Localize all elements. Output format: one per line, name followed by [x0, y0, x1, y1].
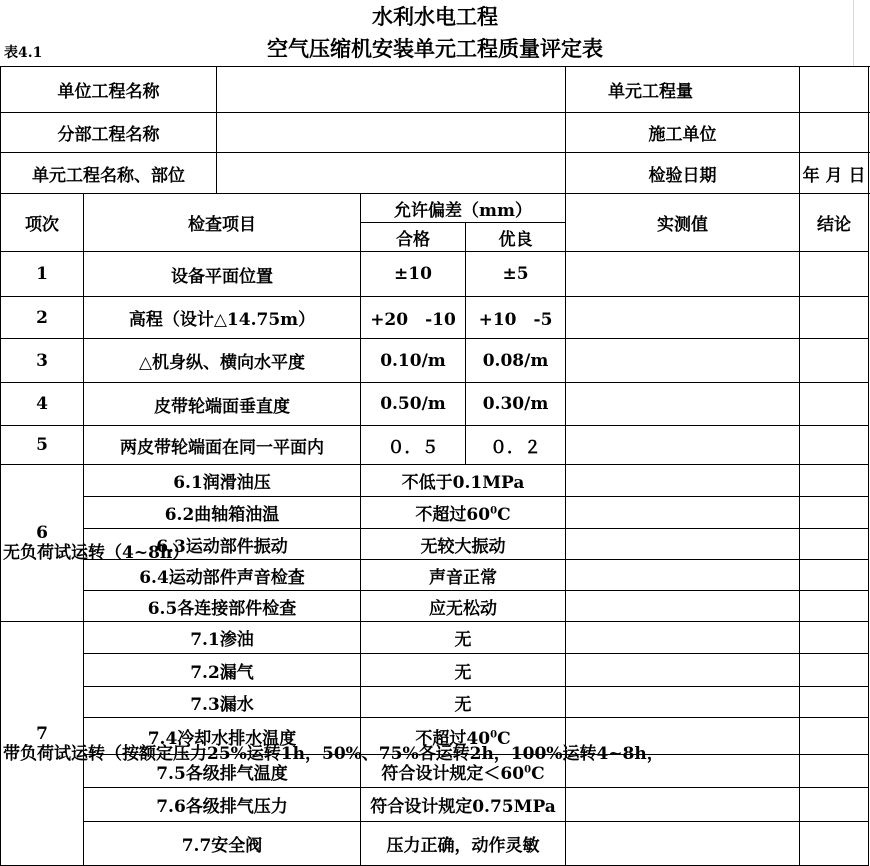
row-item: 设备平面位置: [84, 252, 361, 297]
row-item: 7.2漏气: [84, 654, 361, 687]
row-conclusion[interactable]: [800, 718, 869, 755]
col-check-item: 检查项目: [84, 194, 361, 252]
row-item: 7.6各级排气压力: [84, 788, 361, 822]
row-requirement: 无: [361, 687, 566, 718]
table-row: [1, 252, 869, 297]
row-item: △机身纵、横向水平度: [84, 339, 361, 383]
row-conclusion[interactable]: [800, 426, 869, 465]
row-requirement: 不超过$60^0C$: [361, 497, 566, 529]
row-requirement: 压力正确，动作灵敏: [361, 822, 566, 866]
row-item: 6.3运动部件振动: [84, 529, 361, 560]
table-row: [1, 339, 869, 383]
table-row: [1, 591, 869, 622]
row-item: 6.1润滑油压: [84, 465, 361, 497]
col-excellent: 优良: [466, 223, 566, 252]
row-item: 7.1渗油: [84, 622, 361, 654]
spreadsheet-gridline: [853, 0, 854, 66]
row-conclusion[interactable]: [800, 687, 869, 718]
sub-project-name-value[interactable]: [217, 113, 566, 153]
row-measured[interactable]: [566, 687, 800, 718]
row-conclusion[interactable]: [800, 654, 869, 687]
row-excellent: 0.30/m: [466, 383, 566, 426]
unit-project-name-label: 单位工程名称: [1, 67, 217, 113]
row-requirement: 不低于0.1MPa: [361, 465, 566, 497]
table-row: [1, 560, 869, 591]
row-measured[interactable]: [566, 465, 800, 497]
row-no: 4: [1, 383, 84, 426]
row-conclusion[interactable]: [800, 252, 869, 297]
table-row: [1, 687, 869, 718]
form-title: 空气压缩机安装单元工程质量评定表: [267, 36, 603, 61]
row-item: 7.5各级排气温度: [84, 755, 361, 788]
row-item: 7.7安全阀: [84, 822, 361, 866]
row-requirement: 无: [361, 654, 566, 687]
table-row: [1, 465, 869, 497]
row-item: 高程（设计△14.75m）: [84, 297, 361, 339]
table-row: [1, 654, 869, 687]
row-item: 7.4冷却水排水温度: [84, 718, 361, 755]
row-excellent: +10 -5: [466, 297, 566, 339]
document-title: 水利水电工程: [372, 4, 498, 29]
row-conclusion[interactable]: [800, 788, 869, 822]
row-conclusion[interactable]: [800, 591, 869, 622]
row-requirement: 符合设计规定$<60^0C$: [361, 755, 566, 788]
row-excellent: 0.08/m: [466, 339, 566, 383]
row-item: 6.2曲轴箱油温: [84, 497, 361, 529]
row-measured[interactable]: [566, 426, 800, 465]
col-allowable-deviation: 允许偏差（mm）: [361, 194, 566, 223]
table-row: [1, 383, 869, 426]
row-measured[interactable]: [566, 252, 800, 297]
row-qualified: 0.10/m: [361, 339, 466, 383]
unit-element-value[interactable]: [217, 153, 566, 194]
table-row: [1, 497, 869, 529]
row-requirement: 无: [361, 622, 566, 654]
row-conclusion[interactable]: [800, 822, 869, 866]
inspection-date-label: 检验日期: [566, 153, 800, 194]
row-qualified: +20 -10: [361, 297, 466, 339]
qty-label-prefix: 单: [608, 82, 626, 102]
row-requirement: 应无松动: [361, 591, 566, 622]
row-conclusion[interactable]: [800, 383, 869, 426]
unit-engineering-qty-value[interactable]: [800, 67, 869, 113]
row-qualified: 0.50/m: [361, 383, 466, 426]
col-measured-value: 实测值: [566, 194, 800, 252]
construction-unit-value[interactable]: [800, 113, 869, 153]
row-measured[interactable]: [566, 622, 800, 654]
col-qualified: 合格: [361, 223, 466, 252]
row-requirement: 不超过$40^0C$: [361, 718, 566, 755]
table-row: [1, 622, 869, 654]
row-measured[interactable]: [566, 560, 800, 591]
row-item: 6.4运动部件声音检查: [84, 560, 361, 591]
row-requirement: 无较大振动: [361, 529, 566, 560]
row-excellent: ±5: [466, 252, 566, 297]
row-conclusion[interactable]: [800, 755, 869, 788]
row-conclusion[interactable]: [800, 339, 869, 383]
inspection-date-value[interactable]: 年 月 日: [800, 153, 869, 194]
row-item: 两皮带轮端面在同一平面内: [84, 426, 361, 465]
sub-project-name-label: 分部工程名称: [1, 113, 217, 153]
row-measured[interactable]: [566, 497, 800, 529]
row-no: 3: [1, 339, 84, 383]
row-measured[interactable]: [566, 383, 800, 426]
table-row: [1, 822, 869, 866]
row-conclusion[interactable]: [800, 622, 869, 654]
row-measured[interactable]: [566, 654, 800, 687]
table-row: [1, 426, 869, 465]
qty-label-rest: 元工程量: [625, 82, 694, 102]
unit-element-label: 单元工程名称、部位: [1, 153, 217, 194]
table-row: [1, 297, 869, 339]
row-conclusion[interactable]: [800, 529, 869, 560]
row-measured[interactable]: [566, 788, 800, 822]
row-measured[interactable]: [566, 339, 800, 383]
row-measured[interactable]: [566, 591, 800, 622]
unit-engineering-qty-label: [566, 67, 800, 113]
table-row: [1, 788, 869, 822]
col-item-no: 项次: [1, 194, 84, 252]
row-measured[interactable]: [566, 822, 800, 866]
row-conclusion[interactable]: [800, 465, 869, 497]
row-conclusion[interactable]: [800, 560, 869, 591]
row-conclusion[interactable]: [800, 497, 869, 529]
row-measured[interactable]: [566, 529, 800, 560]
group6-label: 6 无负荷试运转（4~8h）: [1, 465, 84, 622]
row-no: 2: [1, 297, 84, 339]
row-requirement: 声音正常: [361, 560, 566, 591]
row-item: 7.3漏水: [84, 687, 361, 718]
unit-project-name-value[interactable]: [217, 67, 566, 113]
evaluation-table: [0, 66, 869, 194]
col-conclusion: 结论: [800, 194, 869, 252]
table-number: 表4.1: [4, 45, 43, 61]
row-qualified: ±10: [361, 252, 466, 297]
row-excellent: ０．２: [466, 426, 566, 465]
row-no: 5: [1, 426, 84, 465]
group7-label: 7 带负荷试运转（按额定压力25%运转1h，50%、75%各运转2h，100%运转4~8h，: [1, 622, 84, 866]
row-no: 1: [1, 252, 84, 297]
row-qualified: ０．５: [361, 426, 466, 465]
row-conclusion[interactable]: [800, 297, 869, 339]
check-items-table: [0, 193, 869, 866]
row-item: 皮带轮端面垂直度: [84, 383, 361, 426]
row-measured[interactable]: [566, 297, 800, 339]
row-requirement: 符合设计规定0.75MPa: [361, 788, 566, 822]
construction-unit-label: 施工单位: [566, 113, 800, 153]
row-item: 6.5各连接部件检查: [84, 591, 361, 622]
